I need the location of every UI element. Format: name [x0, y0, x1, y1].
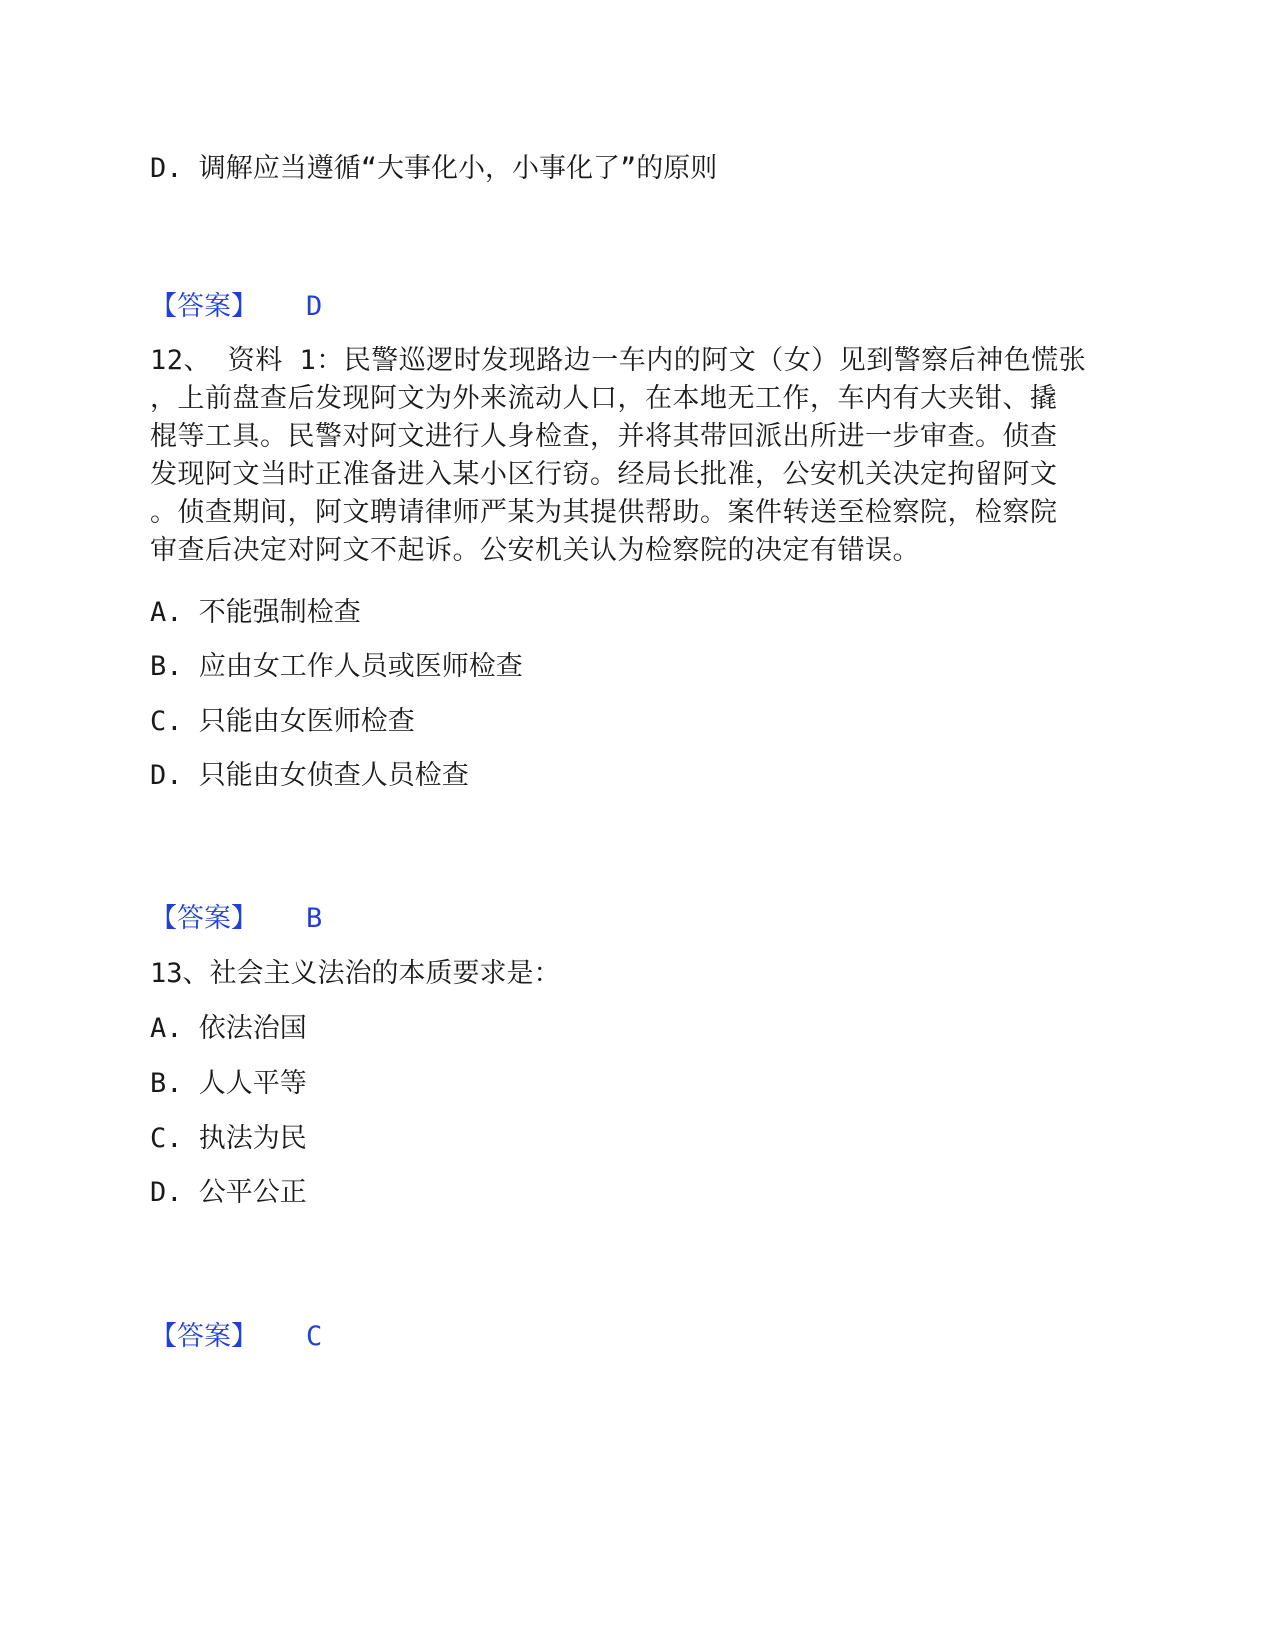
answer-value: B [306, 903, 323, 934]
answer-value: C [306, 1321, 323, 1352]
q12-answer [150, 900, 322, 938]
q12-stem-line: 发现阿文当时正准备进入某小区行窃。经局长批准，公安机关决定拘留阿文 [150, 459, 1058, 490]
q12-stem-line: 。侦查期间，阿文聘请律师严某为其提供帮助。案件转送至检察院，检察院 [150, 497, 1058, 528]
q12-stem-line: ，上前盘查后发现阿文为外来流动人口，在本地无工作，车内有大夹钳、撬 [150, 383, 1058, 414]
q13-option-b: B. 人人平等 [150, 1068, 307, 1099]
q11-option-d: D. 调解应当遵循“大事化小，小事化了”的原则 [150, 153, 718, 184]
q12-option-d: D. 只能由女侦查人员检查 [150, 760, 469, 791]
q13-option-c: C. 执法为民 [150, 1123, 307, 1154]
q13-stem: 13、社会主义法治的本质要求是： [150, 958, 561, 989]
q13-option-d: D. 公平公正 [150, 1177, 307, 1208]
q12-stem-line: 审查后决定对阿文不起诉。公安机关认为检察院的决定有错误。 [150, 535, 920, 566]
q12-option-b: B. 应由女工作人员或医师检查 [150, 651, 523, 682]
q13-answer [150, 1318, 322, 1356]
q13-option-a: A. 依法治国 [150, 1013, 307, 1044]
answer-value: D [306, 291, 323, 322]
answer-label: 【答案】 [150, 903, 258, 934]
q12-stem [150, 342, 1110, 570]
q12-stem-line: 棍等工具。民警对阿文进行人身检查，并将其带回派出所进一步审查。侦查 [150, 421, 1058, 452]
q11-answer [150, 288, 322, 326]
answer-label: 【答案】 [150, 291, 258, 322]
answer-label: 【答案】 [150, 1321, 258, 1352]
q12-stem-line: 12、 资料 1：民警巡逻时发现路边一车内的阿文（女）见到警察后神色慌张 [150, 345, 1087, 376]
q12-option-a: A. 不能强制检查 [150, 597, 361, 628]
q12-option-c: C. 只能由女医师检查 [150, 706, 415, 737]
